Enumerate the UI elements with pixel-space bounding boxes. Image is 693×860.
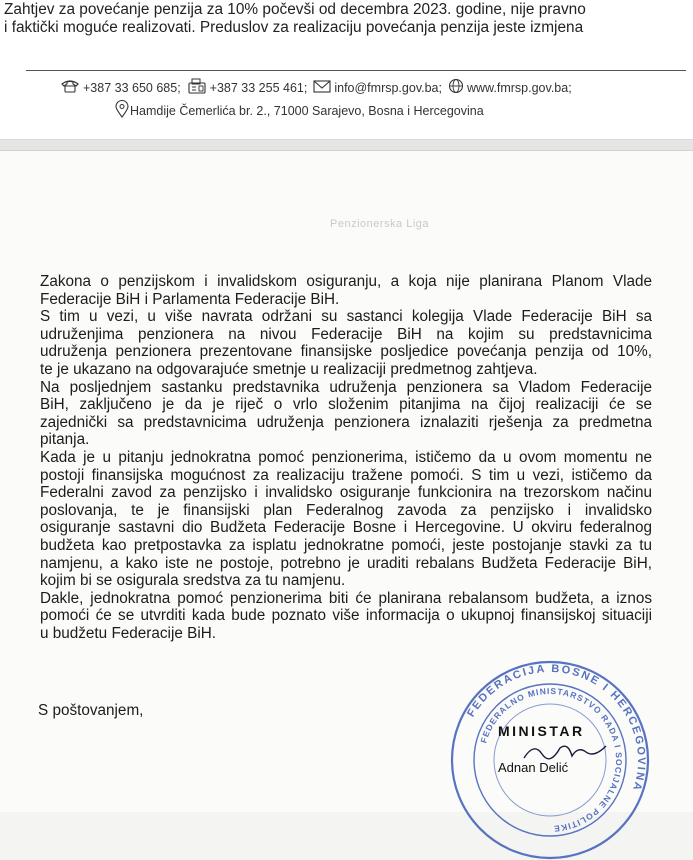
website-link[interactable]: www.fmrsp.gov.ba; — [467, 80, 572, 95]
body-line: Kada je u pitanju jednokratna pomoć penzionerima, ističemo da u ovom momentu ne — [40, 448, 652, 466]
footer-address-line — [114, 100, 484, 121]
signature-title: MINISTAR — [498, 723, 585, 739]
address-text: Hamdije Čemerlića br. 2., 71000 Sarajevo, Bosna i Hercegovina — [130, 103, 484, 118]
closing-salutation: S poštovanjem, — [38, 702, 144, 719]
body-line: u budžetu Federacije BiH. — [40, 624, 217, 642]
body-line: namjenu, a kako iste ne postoje, potrebno je uraditi rebalans Budžeta Federacije BiH, — [40, 554, 652, 572]
body-line: S tim u vezi, u više navrata održani su sastanci kolegija Vlade Federacije BiH sa — [40, 308, 652, 326]
body-line: budžeta kao pretpostavka za isplatu jednokratne pomoći, jeste postojanje stavki za tu — [40, 536, 652, 554]
body-line: kojim bi se osigurala sredstva za tu namjenu. — [40, 572, 346, 590]
body-line: Federalni zavod za penzijsko i invalidsko osiguranje funkcionira na trezorskom načinu — [40, 484, 652, 502]
body-line: Dakle, jednokratna pomoć penzionerima biti će planirana rebalansom budžeta, a iznos — [40, 589, 652, 607]
phone-number: +387 33 650 685; — [83, 80, 181, 95]
page-gap — [0, 140, 693, 150]
body-line: BiH, zaključeno je da je riječ o vrlo složenim pitanjima na čijoj realizaciji će se — [40, 396, 652, 414]
body-line: Na posljednjem sastanku predstavnika udruženja penzionera sa Vladom Federacije — [40, 378, 652, 396]
fax-icon — [187, 78, 207, 97]
body-line: udruženja penzionera prezentovane finansijske posljedice povećanja penzija od 10%, — [40, 343, 652, 361]
body-line: osiguranje sastavni dio Budžeta Federacije Bosne i Hercegovine. U okviru federalnog — [40, 519, 652, 537]
body-line: pomoći će se utvrditi kada bude poznato više informacija o ukupnoj finansijskoj situaciji — [40, 607, 652, 625]
faint-header-text: Penzionerska Liga — [330, 218, 430, 230]
body-line: Federacije BiH i Parlamenta Federacije BiH. — [40, 290, 340, 308]
stamp-inner-text: FEDERALNO MINISTARSTVO RADA I SOCIJALNE POLITIKE — [478, 685, 625, 834]
signatory-name: Adnan Delić — [498, 760, 569, 775]
phone-icon — [60, 79, 80, 96]
body-line: te je ukazano na odgovarajuće smetnje u realizaciji predmetnog zahtjeva. — [40, 360, 538, 378]
previous-page-fragment — [0, 0, 693, 140]
body-line: poslovanja, te je finansijski plan Federalnog zavoda za penzijsko i invalidsko — [40, 501, 652, 519]
footer-divider — [26, 70, 686, 71]
body-line: postoji finansijska mogućnost za realizaciju tražene pomoći. S tim u vezi, ističemo da — [40, 466, 652, 484]
body-line: zajednički sa predstavnicima udruženja penzionera iznalaziti rješenja za predmetna — [40, 413, 652, 431]
body-line: udruženjima penzionera na nivou Federacije BiH na kojim su predstavnicima — [40, 325, 652, 343]
letter-body — [40, 273, 652, 642]
body-line: pitanja. — [40, 431, 90, 449]
stamp-outer-text: FEDERACIJA BOSNE I HERCEGOVINA — [465, 662, 648, 794]
continued-text-line-2: i faktički moguće realizovati. Preduslov za realizaciju povećanja penzija jeste izmjena — [4, 19, 584, 36]
fax-number: +387 33 255 461; — [209, 80, 308, 95]
continued-text-line-1: Zahtjev za povećanje penzija za 10% počevši od decembra 2023. godine, nije pravno — [4, 1, 586, 18]
footer-contact-line — [60, 78, 572, 97]
location-pin-icon — [114, 100, 130, 121]
mail-icon — [313, 80, 331, 96]
globe-icon — [448, 78, 464, 97]
email-link[interactable]: info@fmrsp.gov.ba; — [334, 80, 442, 95]
body-line: Zakona o penzijskom i invalidskom osiguranju, a koja nije planirana Planom Vlade — [40, 273, 652, 290]
